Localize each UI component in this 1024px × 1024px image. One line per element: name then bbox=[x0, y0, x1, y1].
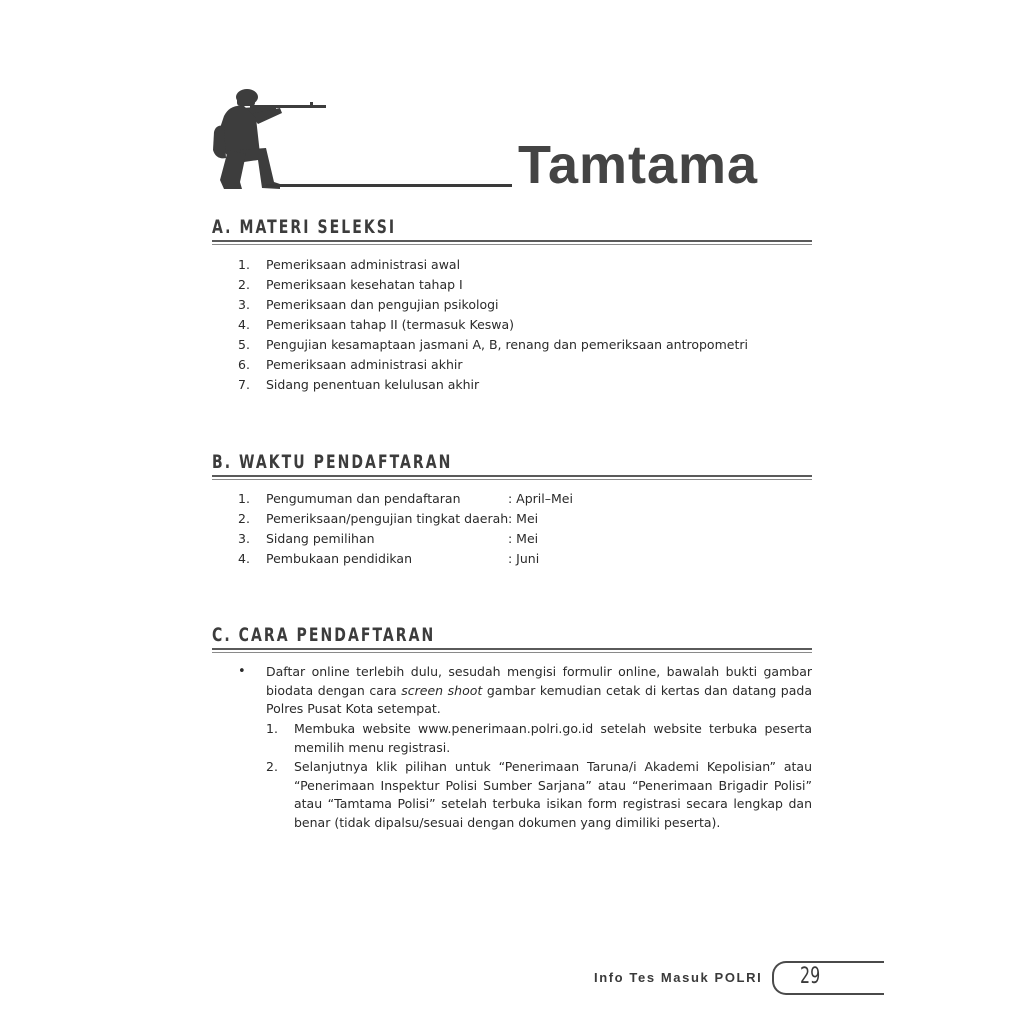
section-heading-b bbox=[212, 453, 812, 479]
bullet-paragraph bbox=[266, 663, 812, 719]
item-text: Pengumuman dan pendaftaran bbox=[266, 491, 461, 506]
item-number: 1. bbox=[238, 257, 250, 272]
page-title: Tamtama bbox=[518, 135, 759, 195]
bullet-text-part1: Daftar online terlebih dulu, sesudah mengisi formulir online, bawalah bukti gambar biodata dengan cara bbox=[266, 664, 812, 698]
heading-rule bbox=[212, 648, 812, 650]
item-text: Pemeriksaan/pengujian tingkat daerah bbox=[266, 511, 509, 526]
item-number: 3. bbox=[238, 297, 250, 312]
heading-rule bbox=[212, 475, 812, 477]
bullet-text-part2: gambar kemudian cetak di kertas dan datang pada Polres Pusat Kota setempat. bbox=[266, 682, 812, 716]
footer-book-title: Info Tes Masuk POLRI bbox=[594, 970, 763, 985]
item-text: Pemeriksaan administrasi awal bbox=[266, 257, 461, 272]
step-number: 2. bbox=[266, 759, 278, 774]
header-underline bbox=[266, 184, 512, 187]
item-number: 6. bbox=[238, 357, 250, 372]
section-heading-label: C. CARA PENDAFTARAN bbox=[212, 624, 436, 646]
item-number: 3. bbox=[238, 531, 250, 546]
item-value: : Juni bbox=[508, 551, 540, 566]
item-number: 2. bbox=[238, 277, 250, 292]
item-number: 1. bbox=[238, 491, 250, 506]
item-value: : Mei bbox=[508, 511, 539, 526]
page-number-tab bbox=[772, 961, 884, 995]
section-heading-label: B. WAKTU PENDAFTARAN bbox=[212, 451, 453, 473]
item-text: Pengujian kesamaptaan jasmani A, B, renang dan pemeriksaan antropometri bbox=[266, 337, 748, 352]
section-heading-c bbox=[212, 626, 812, 652]
item-text: Pemeriksaan kesehatan tahap I bbox=[266, 277, 463, 292]
step-text: Membuka website www.penerimaan.polri.go.id setelah website terbuka peserta memilih menu registrasi. bbox=[294, 721, 812, 755]
page-number: 29 bbox=[800, 964, 821, 989]
section-heading-a bbox=[212, 218, 812, 244]
item-number: 5. bbox=[238, 337, 250, 352]
soldier-aiming-rifle-icon bbox=[210, 88, 330, 192]
bullet-text-italic: screen shoot bbox=[401, 682, 483, 698]
item-number: 2. bbox=[238, 511, 250, 526]
heading-rule bbox=[212, 240, 812, 242]
step-number: 1. bbox=[266, 721, 278, 736]
item-value: : Mei bbox=[508, 531, 539, 546]
item-text: Sidang penentuan kelulusan akhir bbox=[266, 377, 480, 392]
bullet-symbol: • bbox=[238, 664, 246, 679]
heading-rule-thin bbox=[212, 244, 812, 245]
item-text: Pemeriksaan administrasi akhir bbox=[266, 357, 463, 372]
heading-rule-thin bbox=[212, 479, 812, 480]
step-text: Selanjutnya klik pilihan untuk “Penerimaan Taruna/i Akademi Kepolisian” atau “Penerimaan Inspektur Polisi Sumber Sarjana” atau “Penerimaan Brigadir Polisi” atau “Tamtama Polisi” setelah terbuka isikan form registrasi secara lengkap dan benar (tidak dipalsu/sesuai dengan dokumen yang dimiliki peserta). bbox=[294, 759, 812, 830]
section-heading-label: A. MATERI SELEKSI bbox=[212, 216, 397, 238]
heading-rule-thin bbox=[212, 652, 812, 653]
item-value: : April–Mei bbox=[508, 491, 573, 506]
item-text: Pemeriksaan dan pengujian psikologi bbox=[266, 297, 499, 312]
item-number: 4. bbox=[238, 317, 250, 332]
item-number: 7. bbox=[238, 377, 250, 392]
item-text: Sidang pemilihan bbox=[266, 531, 375, 546]
item-text: Pembukaan pendidikan bbox=[266, 551, 413, 566]
item-text: Pemeriksaan tahap II (termasuk Keswa) bbox=[266, 317, 515, 332]
item-number: 4. bbox=[238, 551, 250, 566]
